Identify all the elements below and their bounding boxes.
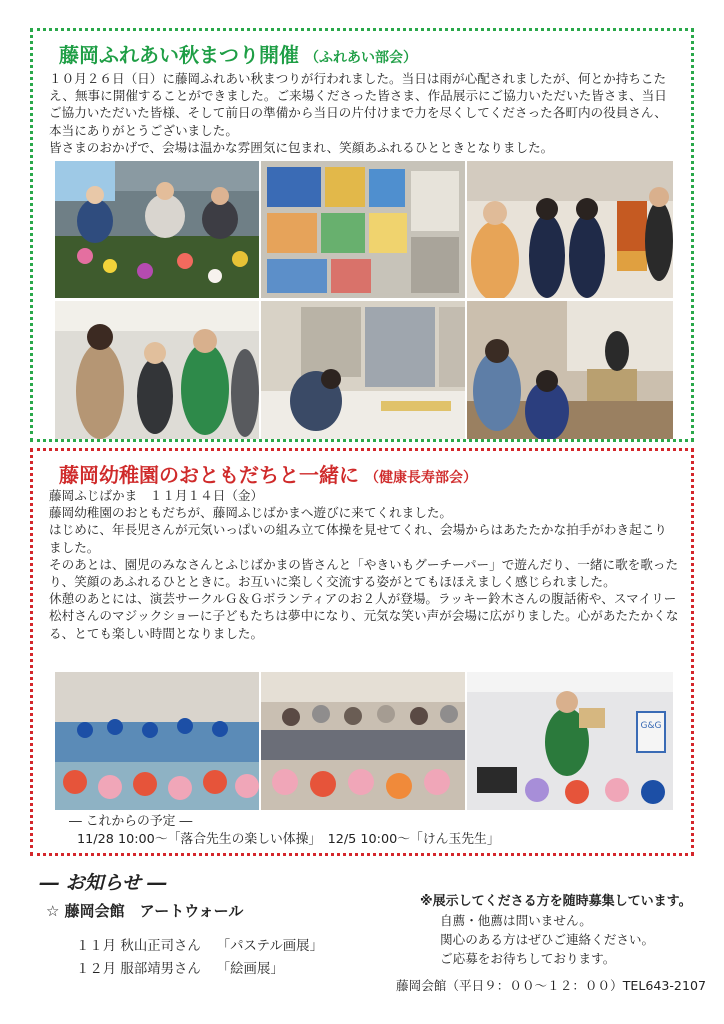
recruit-line: 関心のある方はぜひご連絡ください。 [440,932,655,947]
kindergarten-visit-section [30,448,694,856]
exhibit-artist: １２月 服部靖男さん [76,962,201,977]
contact-info: 藤岡会館（平日９：００～１２：００）TEL643-2107 [396,978,706,993]
kindergarten-visit-paragraph: 藤岡ふじばかま １１月１４日（金） [49,488,264,503]
autumn-festival-section [30,28,694,442]
exhibit-title: 「絵画展」 [216,962,284,977]
autumn-festival-title-text: 藤岡ふれあい秋まつり開催 [59,43,299,67]
kindergarten-visit-body [49,487,679,642]
exhibit-artist: １１月 秋山正司さん [76,939,201,954]
upcoming-heading: ― これからの予定 ― [69,814,193,829]
recruit-line: 自薦・他薦は問いません。 [440,913,592,928]
photo-students-exhibit [467,161,673,298]
photo-elders-and-kids [261,672,465,810]
notice-heading: ― お知らせ ― [40,872,167,894]
photo-photo-panels [261,301,465,439]
exhibit-november [76,935,323,954]
autumn-festival-paragraph: 皆さまのおかげで、会場は温かな雰囲気に包まれ、笑顔あふれるひとときとなりました。 [49,139,554,155]
photo-tea-ceremony [467,301,673,439]
autumn-festival-body [49,70,679,156]
kindergarten-visit-title [59,459,477,488]
kindergarten-visit-paragraph: そのあとは、園児のみなさんとふじばかまの皆さんと「やきいもグーチーパー」で遊んだり、一緒に歌を歌ったり、笑顔のあふれるひとときに。お互いに楽しく交流する姿がとてもほほえましく感じられました。 [49,556,679,590]
art-wall-heading: ☆ 藤岡会館 アートウォール [46,902,244,920]
autumn-festival-subtitle: （ふれあい部会） [305,50,417,66]
kindergarten-visit-paragraph: はじめに、年長児さんが元気いっぱいの組み立て体操を見せてくれ、会場からはあたたかな拍手がわき起こりました。 [49,522,667,555]
recruit-line: ご応募をお待ちしております。 [440,951,616,966]
photo-gg-sign: G&G [640,721,662,731]
kindergarten-visit-title-text: 藤岡幼稚園のおともだちと一緒に [59,463,359,487]
kindergarten-visit-paragraph: 藤岡幼稚園のおともだちが、藤岡ふじばかまへ遊びに来てくれました。 [49,505,452,521]
photo-kids-gymnastics [55,672,259,810]
recruit-notice-title: ※展示してくださる方を随時募集しています。 [420,894,692,909]
photo-magic-show [467,672,673,810]
photo-flower-stall [55,161,259,298]
kindergarten-visit-subtitle: （健康長寿部会） [365,470,477,486]
upcoming-schedule: 11/28 10:00～「落合先生の楽しい体操」 12/5 10:00～「けん玉先生」 [77,832,500,847]
autumn-festival-paragraph: １０月２６日（日）に藤岡ふれあい秋まつりが行われました。当日は雨が心配されましたが、何とか持ちこたえ、無事に開催することができました。ご来場くださった皆さま、作品展示にご協力いただいた皆さま、当日ご協力いただいた皆様、そして前日の準備から当日の片付けまで力を尽くしてくださった各町内の役員さん、本当にありがとうございました。 [49,71,667,138]
photo-visitors-hall [55,301,259,439]
photo-art-display [261,161,465,298]
kindergarten-visit-paragraph: 休憩のあとには、演芸サークルＧ＆Ｇボランティアのお２人が登場。ラッキー鈴木さんの腹話術や、スマイリー松村さんのマジックショーに子どもたちは夢中になり、元気な笑い声が会場に広がりました。心があたたかくなる、とても楽しい時間となりました。 [49,591,679,641]
autumn-festival-title [59,39,417,68]
exhibit-title: 「パステル画展」 [216,939,323,954]
exhibit-december [76,958,284,977]
